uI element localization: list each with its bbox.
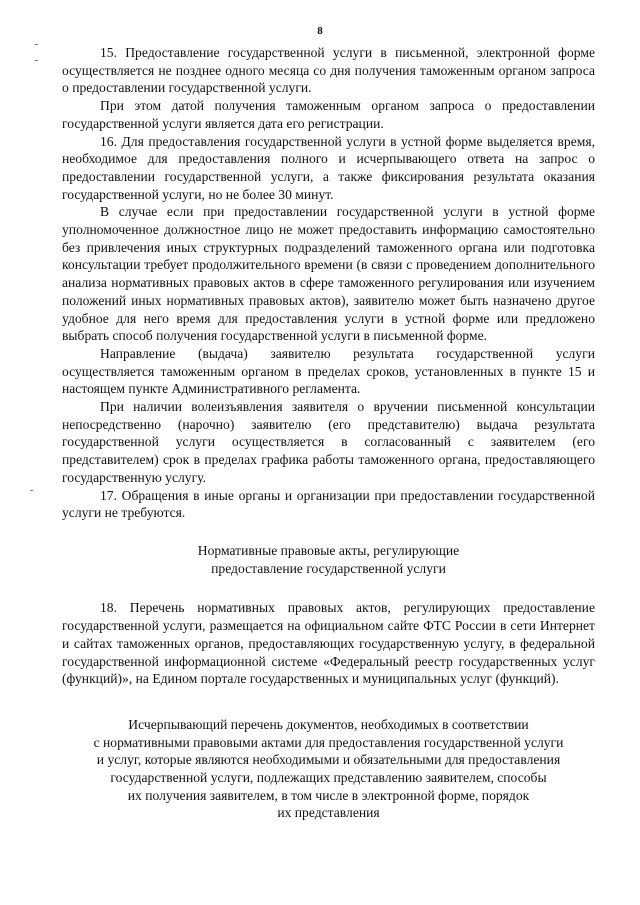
heading-line: государственной услуги, подлежащих представлению заявителем, способы [110, 770, 547, 786]
paragraph-15-registration: При этом датой получения таможенным органом запроса о предоставлении государственной услуги является дата его регистрации. [62, 98, 595, 131]
heading-line: с нормативными правовыми актами для предоставления государственной услуги [93, 734, 564, 750]
paragraph-16-handover: При наличии волеизъявления заявителя о вручении письменной консультации непосредственно (нарочно) заявителю (его представителю) выдача результата государственной услуги осуществляется в согласованный с заявителем (его представителем) срок в пределах графика работы таможенного органа, предоставляющего государственную услугу. [62, 399, 595, 485]
paragraph-18: 18. Перечень нормативных правовых актов, регулирующих предоставление государственной услуги, размещается на официальном сайте ФТС России в сети Интернет и сайтах таможенных органов, предоставляющих государственную услугу, в федеральной государственной информационной системе «Федеральный реестр государственных услуг (функций)», на Едином портале государственных и муниципальных услуг (функций). [62, 600, 595, 687]
scan-mark [35, 44, 38, 45]
paragraph-16-delivery: Направление (выдача) заявителю результата государственной услуги осуществляется таможенным органом в пределах сроков, установленных в пункте 15 и настоящем пункте Административного регламента. [62, 345, 595, 397]
heading-line: их получения заявителем, в том числе в электронной форме, порядок [127, 787, 530, 803]
scan-mark [30, 490, 33, 491]
paragraph-15: 15. Предоставление государственной услуги в письменной, электронной форме осуществляется не позднее одного месяца со дня получения таможенным органом запроса о предоставлении государственной услуги. [62, 45, 595, 96]
heading-line: Нормативные правовые акты, регулирующие [197, 542, 460, 558]
section-heading-legal-acts [62, 542, 595, 577]
paragraph-16: 16. Для предоставления государственной услуги в устной форме выделяется время, необходимое для предоставления полного и исчерпывающего ответа на запрос о предоставлении государственной услуги, а также фиксирования результата оказания государственной услуги, но не более 30 минут. [62, 133, 595, 202]
document-body [62, 44, 595, 822]
heading-line: Исчерпывающий перечень документов, необходимых в соответствии [128, 716, 529, 732]
page-number: 8 [317, 25, 323, 37]
heading-line: их представления [277, 805, 380, 821]
heading-line: предоставление государственной услуги [211, 560, 446, 576]
paragraph-16-oral-form: В случае если при предоставлении государственной услуги в устной форме уполномоченное должностное лицо не может предоставить информацию самостоятельно без привлечения иных структурных подразделений таможенного органа или подготовка консультации требует продолжительного времени (в связи с проведением дополнительного анализа нормативных правовых актов в сфере таможенного регулирования или изучением положений иных нормативных правовых актов), заявителю может быть назначено другое удобное для него время для предоставления услуги в устной форме или предложено выбрать способ получения государственной услуги в письменной форме. [62, 204, 595, 344]
section-heading-documents-list [62, 716, 595, 822]
paragraph-17: 17. Обращения в иные органы и организации при предоставлении государственной услуги не требуются. [62, 487, 595, 521]
heading-line: и услуг, которые являются необходимыми и обязательными для предоставления [96, 752, 561, 768]
scan-mark [35, 60, 38, 61]
